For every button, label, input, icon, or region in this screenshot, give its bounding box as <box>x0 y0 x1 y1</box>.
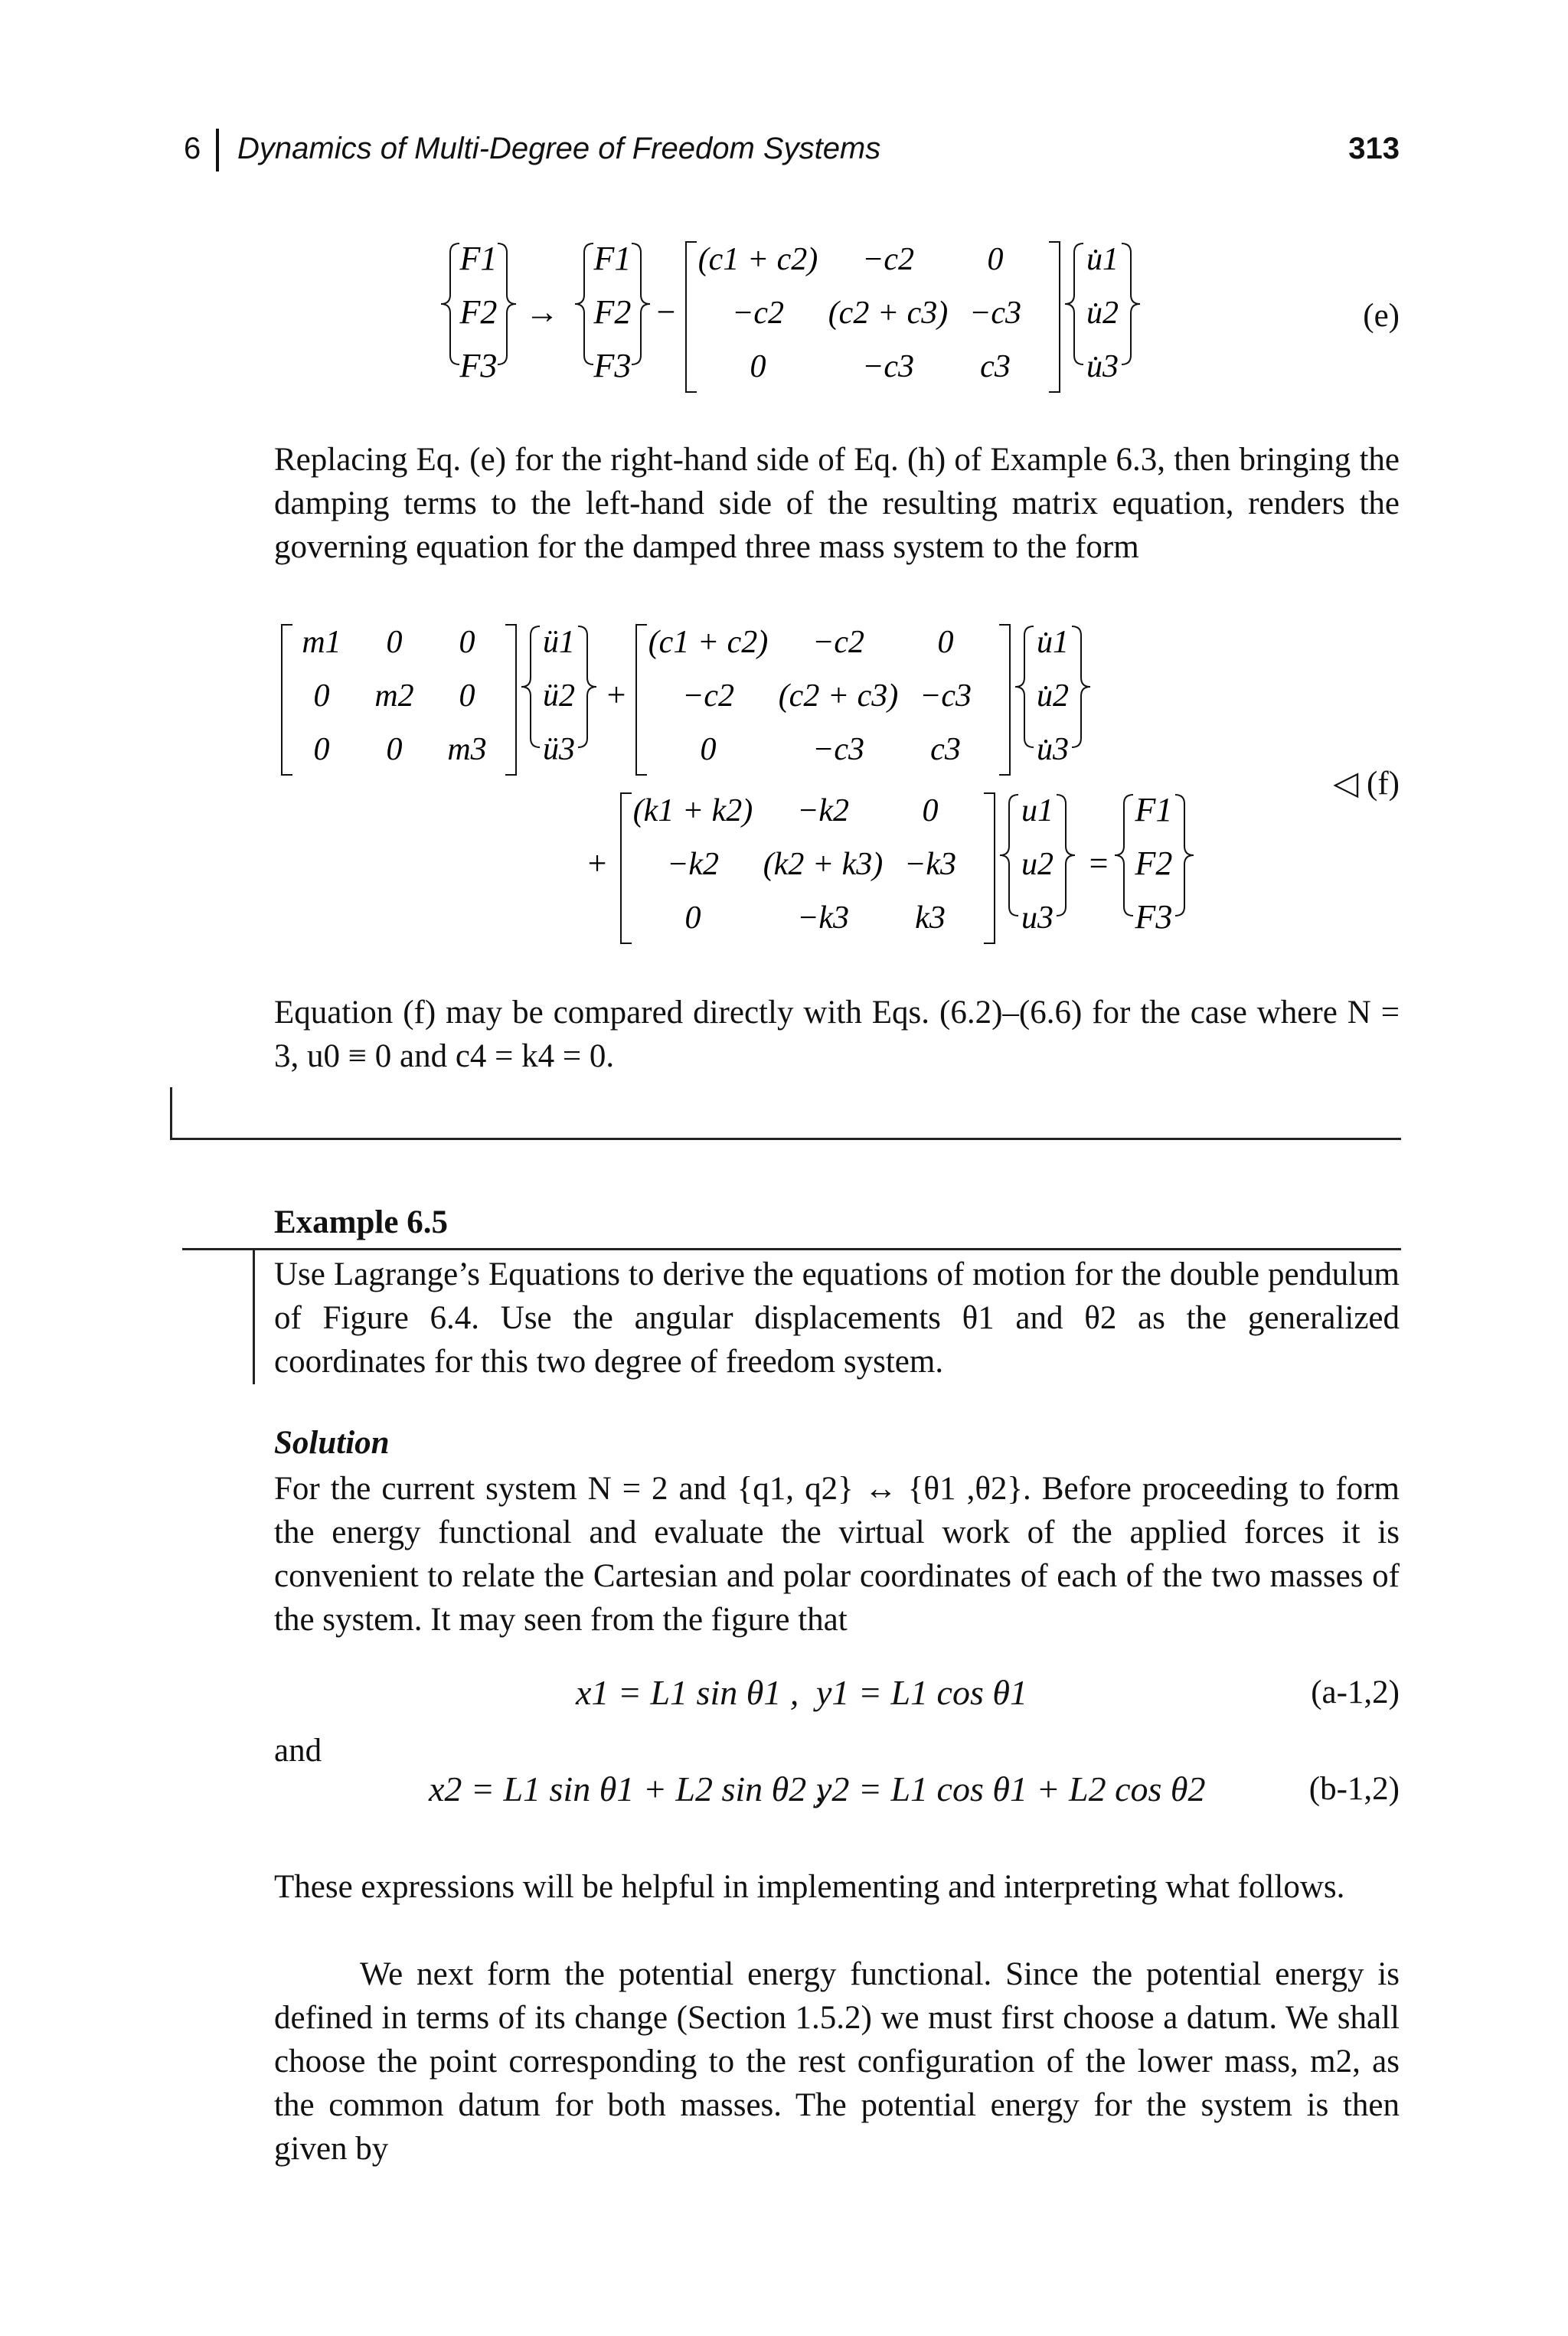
e-m-21: −c2 <box>732 296 784 331</box>
e-m-12: −c2 <box>862 242 914 277</box>
f-plus-2: + <box>587 845 607 882</box>
f-m-13: 0 <box>459 625 475 660</box>
chapter-title: Dynamics of Multi-Degree of Freedom Systems <box>237 132 881 165</box>
f-acc-2: ü2 <box>543 678 575 714</box>
f-k-32: −k3 <box>797 900 849 936</box>
e-vel-2: u̇2 <box>1086 296 1119 331</box>
equation-b-part1: x2 = L1 sin θ1 + L2 sin θ2 , <box>429 1769 825 1808</box>
running-header <box>184 132 201 166</box>
equation-a-part2: y1 = L1 cos θ1 <box>816 1673 1027 1712</box>
equation-a-part1: x1 = L1 sin θ1 , <box>576 1673 799 1712</box>
e-vel-3: u̇3 <box>1086 349 1119 384</box>
f-c-32: −c3 <box>812 732 864 767</box>
f-c-13: 0 <box>937 625 954 660</box>
f-vel-3: u̇3 <box>1037 732 1069 767</box>
example-end-bracket <box>170 1087 172 1139</box>
example-body: Use Lagrange’s Equations to derive the equations of motion for the double pendulum of Figure 6.4. Use the angular displacements θ1 and θ2 as the generalized coordinates for this two degree of freedom system. <box>274 1256 1400 1380</box>
f-u-3: u3 <box>1021 900 1054 936</box>
f-u-1: u1 <box>1021 793 1054 828</box>
chapter-number: 6 <box>184 132 201 165</box>
f-k-13: 0 <box>922 793 939 828</box>
e-rhs-2: F2 <box>593 293 632 331</box>
f-equals: = <box>1089 845 1109 882</box>
f-acc-1: ü1 <box>543 625 575 660</box>
f-plus-1: + <box>606 676 626 714</box>
example-heading: Example 6.5 <box>274 1204 448 1240</box>
e-rhs-1: F1 <box>593 240 632 277</box>
equation-label-b: (b-1,2) <box>1308 1771 1400 1807</box>
f-m-22: m2 <box>374 678 414 714</box>
f-u-2: u2 <box>1021 847 1054 882</box>
f-m-11: m1 <box>302 625 341 660</box>
e-m-32: −c3 <box>862 349 914 384</box>
e-m-23: −c3 <box>969 296 1021 331</box>
f-F-3: F3 <box>1135 898 1173 936</box>
f-m-23: 0 <box>459 678 475 714</box>
solution-heading: Solution <box>274 1425 390 1461</box>
f-c-31: 0 <box>700 732 717 767</box>
f-m-21: 0 <box>313 678 330 714</box>
f-c-11: (c1 + c2) <box>648 625 769 660</box>
e-m-31: 0 <box>750 349 766 384</box>
f-acc-3: ü3 <box>543 732 575 767</box>
f-c-21: −c2 <box>682 678 734 714</box>
f-vel-1: u̇1 <box>1037 625 1069 660</box>
f-F-2: F2 <box>1135 845 1173 882</box>
f-m-33: m3 <box>447 732 487 767</box>
equation-label-f: ◁ (f) <box>1333 766 1400 802</box>
equation-b-part2: y2 = L1 cos θ1 + L2 cos θ2 <box>816 1769 1206 1808</box>
f-k-22: (k2 + k3) <box>763 847 884 882</box>
e-arrow: → <box>525 293 559 331</box>
f-k-23: −k3 <box>904 847 956 882</box>
f-k-12: −k2 <box>797 793 849 828</box>
f-m-32: 0 <box>386 732 403 767</box>
e-rhs-3: F3 <box>593 347 632 384</box>
example-top-rule <box>182 1248 1401 1250</box>
e-m-11: (c1 + c2) <box>697 242 818 277</box>
f-m-12: 0 <box>386 625 403 660</box>
f-k-33: k3 <box>915 900 946 936</box>
f-m-31: 0 <box>313 732 330 767</box>
f-vel-2: u̇2 <box>1037 678 1069 714</box>
equation-label-e: (e) <box>1363 298 1400 334</box>
example-side-rule <box>253 1248 255 1384</box>
e-vel-1: u̇1 <box>1086 242 1119 277</box>
e-m-13: 0 <box>987 242 1004 277</box>
f-k-31: 0 <box>684 900 701 936</box>
f-k-21: −k2 <box>667 847 719 882</box>
e-lhs-1: F1 <box>459 240 498 277</box>
e-lhs-2: F2 <box>459 293 498 331</box>
f-c-12: −c2 <box>812 625 864 660</box>
e-m-22: (c2 + c3) <box>828 296 949 331</box>
f-c-22: (c2 + c3) <box>778 678 899 714</box>
paragraph-2: Equation (f) may be compared directly with Eqs. (6.2)–(6.6) for the case where N = 3, u0 ≡ 0 and c4 = k4 = 0. <box>274 995 1400 1074</box>
paragraph-3: For the current system N = 2 and {q1, q2} ↔ {θ1 ,θ2}. Before proceeding to form the energy functional and evaluate the virtual work of the applied forces it is convenient to relate the Cartesian and polar coordinates of each of the two masses of the system. It may seen from the figure that <box>274 1471 1400 1638</box>
equation-e <box>429 230 1194 406</box>
equation-f <box>276 613 1240 965</box>
f-c-33: c3 <box>930 732 961 767</box>
paragraph-5: We next form the potential energy functional. Since the potential energy is defined in terms of its change (Section 1.5.2) we must first choose a datum. We shall choose the point corresponding to the rest configuration of the lower mass, m2, as the common datum for both masses. The potential energy for the system is then given by <box>274 1956 1400 2167</box>
f-F-1: F1 <box>1135 791 1173 828</box>
f-c-23: −c3 <box>920 678 972 714</box>
header-divider <box>216 129 219 172</box>
and-connector: and <box>274 1733 322 1769</box>
page-number: 313 <box>1348 132 1400 165</box>
paragraph-4: These expressions will be helpful in implementing and interpreting what follows. <box>274 1869 1345 1905</box>
example-end-rule <box>170 1138 1401 1140</box>
e-minus: − <box>656 293 676 331</box>
f-k-11: (k1 + k2) <box>632 793 753 828</box>
e-m-33: c3 <box>980 349 1011 384</box>
e-lhs-3: F3 <box>459 347 498 384</box>
equation-label-a: (a-1,2) <box>1311 1674 1400 1710</box>
paragraph-1: Replacing Eq. (e) for the right-hand side of Eq. (h) of Example 6.3, then bringing the damping terms to the left-hand side of the resulting matrix equation, renders the governing equation for the damped three mass system to the form <box>274 442 1400 565</box>
